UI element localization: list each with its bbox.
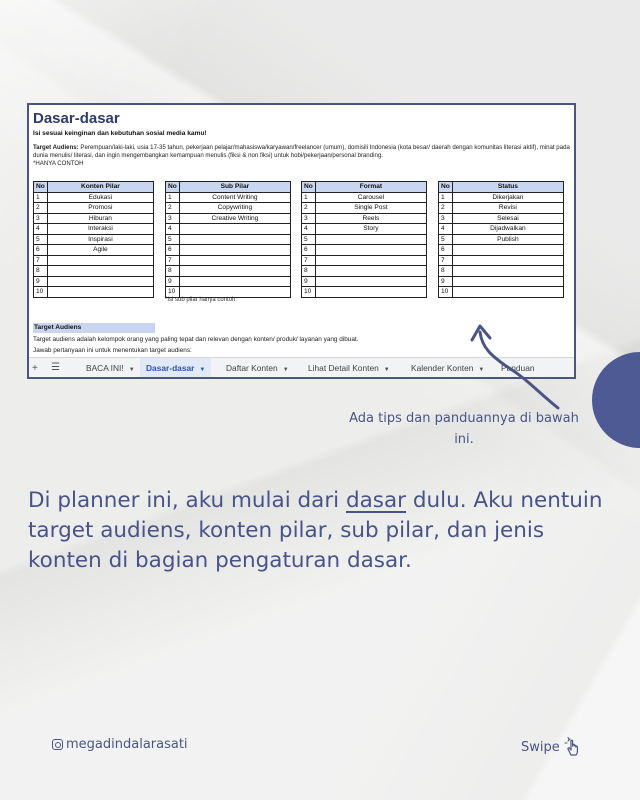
row-number[interactable]: 5 (166, 234, 180, 245)
table-row (34, 192, 154, 203)
cell-value[interactable]: Interaksi (47, 224, 153, 235)
tab-lihat-detail-konten[interactable] (308, 358, 390, 379)
cell-value[interactable]: Hiburan (47, 213, 153, 224)
row-number[interactable]: 4 (166, 224, 180, 235)
table-format (301, 181, 427, 298)
table-row (166, 245, 291, 256)
cell-value[interactable] (179, 245, 290, 256)
tab-dasar-dasar[interactable] (140, 358, 211, 379)
cell-value[interactable]: Carousel (315, 192, 426, 203)
table-row (166, 287, 291, 298)
row-number[interactable]: 10 (302, 287, 316, 298)
cell-value[interactable]: Single Post (315, 203, 426, 214)
row-number[interactable]: 2 (166, 203, 180, 214)
table-row (439, 192, 564, 203)
cell-value[interactable]: Publish (452, 234, 563, 245)
row-number[interactable]: 9 (302, 276, 316, 287)
cell-value[interactable]: Story (315, 224, 426, 235)
cell-value[interactable] (179, 266, 290, 277)
tab-baca-ini[interactable] (86, 358, 135, 379)
tab-daftar-konten[interactable] (226, 358, 289, 379)
row-number[interactable]: 9 (439, 276, 453, 287)
main-text-underlined: dasar (345, 488, 407, 513)
row-number[interactable]: 6 (166, 245, 180, 256)
row-number[interactable]: 4 (302, 224, 316, 235)
target-section-line: Jawab pertanyaan ini untuk menentukan target audiens: (33, 347, 192, 354)
table-no-header: No (302, 182, 316, 193)
swipe-hand-icon (564, 737, 584, 757)
cell-value[interactable]: Dikerjakan (452, 192, 563, 203)
row-number[interactable]: 7 (166, 255, 180, 266)
cell-value[interactable] (179, 255, 290, 266)
table-row (166, 255, 291, 266)
chevron-down-icon: ▼ (128, 367, 135, 373)
cell-value[interactable]: Copywriting (179, 203, 290, 214)
row-number[interactable]: 1 (302, 192, 316, 203)
main-text-part: dulu. Aku nentuin target audiens, konten pilar, sub pilar, dan jenis konten di bagian pengaturan dasar. (28, 488, 603, 573)
row-number[interactable]: 10 (166, 287, 180, 298)
chevron-down-icon: ▼ (199, 367, 206, 373)
main-description (28, 486, 618, 576)
target-text: Perempuan/laki-laki, usia 17-35 tahun, pekerjaan pelajar/mahasiswa/karyawan/freelancer (umum), domisili Indonesia (kota besar/ daerah dengan komunitas literasi aktif), minat pada dunia menulis/ literasi, dan ingin mengembangkan kemampuan menulis (fiksi & non fiksi) untuk hobi/pekerjaan/personal branding. (33, 144, 570, 159)
table-sub-pilar (165, 181, 291, 298)
main-text-part: Di planner ini, aku mulai dari (28, 488, 346, 513)
cell-value[interactable] (47, 287, 153, 298)
row-number[interactable]: 6 (34, 245, 48, 256)
row-number[interactable]: 8 (439, 266, 453, 277)
example-note: *HANYA CONTOH (33, 160, 84, 167)
table-row (439, 213, 564, 224)
target-description (33, 144, 573, 168)
row-number[interactable]: 2 (302, 203, 316, 214)
cell-value[interactable] (452, 245, 563, 256)
cell-value[interactable] (179, 276, 290, 287)
cell-value[interactable]: Edukasi (47, 192, 153, 203)
row-number[interactable]: 8 (166, 266, 180, 277)
row-number[interactable]: 10 (34, 287, 48, 298)
table-row (302, 255, 427, 266)
table-row (34, 245, 154, 256)
table-row (439, 255, 564, 266)
table-row (439, 266, 564, 277)
row-number[interactable]: 8 (302, 266, 316, 277)
row-number[interactable]: 9 (166, 276, 180, 287)
tab-label: Lihat Detail Konten (308, 363, 379, 373)
target-section-line: Target audiens adalah kelompok orang yang paling tepat dan relevan dengan konten/ produk/ layanan yang dibuat. (33, 336, 359, 343)
table-row (166, 192, 291, 203)
cell-value[interactable] (315, 287, 426, 298)
table-no-header: No (166, 182, 180, 193)
row-number[interactable]: 10 (439, 287, 453, 298)
sub-pilar-note: *Isi sub pilar hanya contoh (165, 297, 236, 303)
row-number[interactable]: 7 (34, 255, 48, 266)
tip-text: Ada tips dan panduannya di bawah ini. (349, 411, 579, 447)
row-number[interactable]: 4 (439, 224, 453, 235)
row-number[interactable]: 3 (34, 213, 48, 224)
table-row (302, 192, 427, 203)
cell-value[interactable]: Revisi (452, 203, 563, 214)
row-number[interactable]: 4 (34, 224, 48, 235)
table-row (302, 287, 427, 298)
table-row (302, 234, 427, 245)
table-row (34, 287, 154, 298)
table-header: Status (452, 182, 563, 193)
target-label: Target Audiens: (33, 144, 79, 151)
row-number[interactable]: 2 (34, 203, 48, 214)
table-row (166, 224, 291, 235)
tab-label: Dasar-dasar (146, 363, 195, 373)
list-icon[interactable]: ☰ (51, 362, 60, 373)
chevron-down-icon: ▼ (383, 367, 390, 373)
target-section-title: Target Audiens (33, 323, 155, 333)
table-row (34, 224, 154, 235)
row-number[interactable]: 7 (439, 255, 453, 266)
table-row (439, 276, 564, 287)
cell-value[interactable] (315, 266, 426, 277)
row-number[interactable]: 5 (439, 234, 453, 245)
instagram-icon (52, 739, 63, 750)
handle-text: megadindalarasati (66, 737, 188, 752)
table-no-header: No (34, 182, 48, 193)
curved-arrow-icon (466, 318, 576, 418)
cell-value[interactable]: Reels (315, 213, 426, 224)
table-row (34, 234, 154, 245)
row-number[interactable]: 2 (439, 203, 453, 214)
row-number[interactable]: 8 (34, 266, 48, 277)
row-number[interactable]: 6 (302, 245, 316, 256)
table-header: Konten Pilar (47, 182, 153, 193)
chevron-down-icon: ▼ (478, 367, 485, 373)
row-number[interactable]: 3 (439, 213, 453, 224)
sheet-title: Dasar-dasar (33, 110, 120, 127)
cell-value[interactable] (179, 287, 290, 298)
plus-icon[interactable]: + (32, 363, 38, 374)
cell-value[interactable] (315, 234, 426, 245)
row-number[interactable]: 7 (302, 255, 316, 266)
table-row (439, 203, 564, 214)
table-row (166, 203, 291, 214)
table-row (166, 276, 291, 287)
cell-value[interactable] (179, 234, 290, 245)
table-status (438, 181, 564, 298)
cell-value[interactable] (179, 224, 290, 235)
cell-value[interactable] (47, 255, 153, 266)
cell-value[interactable] (315, 245, 426, 256)
row-number[interactable]: 3 (302, 213, 316, 224)
table-row (34, 255, 154, 266)
cell-value[interactable]: Inspirasi (47, 234, 153, 245)
cell-value[interactable]: Creative Writing (179, 213, 290, 224)
cell-value[interactable] (452, 276, 563, 287)
table-row (302, 276, 427, 287)
cell-value[interactable]: Agile (47, 245, 153, 256)
table-row (34, 203, 154, 214)
cell-value[interactable] (315, 255, 426, 266)
swipe-label: Swipe (521, 739, 560, 755)
table-konten-pilar (33, 181, 154, 298)
table-row (34, 266, 154, 277)
row-number[interactable]: 3 (166, 213, 180, 224)
row-number[interactable]: 1 (166, 192, 180, 203)
cell-value[interactable] (452, 255, 563, 266)
row-number[interactable]: 5 (34, 234, 48, 245)
row-number[interactable]: 1 (34, 192, 48, 203)
table-no-header: No (439, 182, 453, 193)
row-number[interactable]: 5 (302, 234, 316, 245)
tab-label: Kalender Konten (411, 363, 474, 373)
cell-value[interactable]: Selesai (452, 213, 563, 224)
table-header: Format (315, 182, 426, 193)
cell-value[interactable] (47, 266, 153, 277)
row-number[interactable]: 6 (439, 245, 453, 256)
tab-label: Panduan (501, 363, 535, 373)
table-row (302, 224, 427, 235)
tab-label: BACA INI! (86, 363, 124, 373)
cell-value[interactable] (452, 266, 563, 277)
tab-label: Daftar Konten (226, 363, 278, 373)
table-row (166, 234, 291, 245)
cell-value[interactable] (452, 287, 563, 298)
row-number[interactable]: 1 (439, 192, 453, 203)
row-number[interactable]: 9 (34, 276, 48, 287)
instagram-handle[interactable] (52, 737, 188, 752)
chevron-down-icon: ▼ (282, 367, 289, 373)
table-row (302, 203, 427, 214)
cell-value[interactable] (47, 276, 153, 287)
table-row (34, 276, 154, 287)
cell-value[interactable] (315, 276, 426, 287)
table-row (439, 287, 564, 298)
cell-value[interactable]: Promosi (47, 203, 153, 214)
table-row (439, 234, 564, 245)
table-row (34, 213, 154, 224)
table-row (302, 245, 427, 256)
cell-value[interactable]: Content Writing (179, 192, 290, 203)
table-row (302, 266, 427, 277)
cell-value[interactable]: Dijadwalkan (452, 224, 563, 235)
swipe-hint (521, 737, 584, 757)
table-row (166, 213, 291, 224)
table-header: Sub Pilar (179, 182, 290, 193)
table-row (302, 213, 427, 224)
sheet-subtitle: Isi sesuai keinginan dan kebutuhan sosial media kamu! (33, 130, 207, 137)
table-row (439, 224, 564, 235)
table-row (166, 266, 291, 277)
table-row (439, 245, 564, 256)
